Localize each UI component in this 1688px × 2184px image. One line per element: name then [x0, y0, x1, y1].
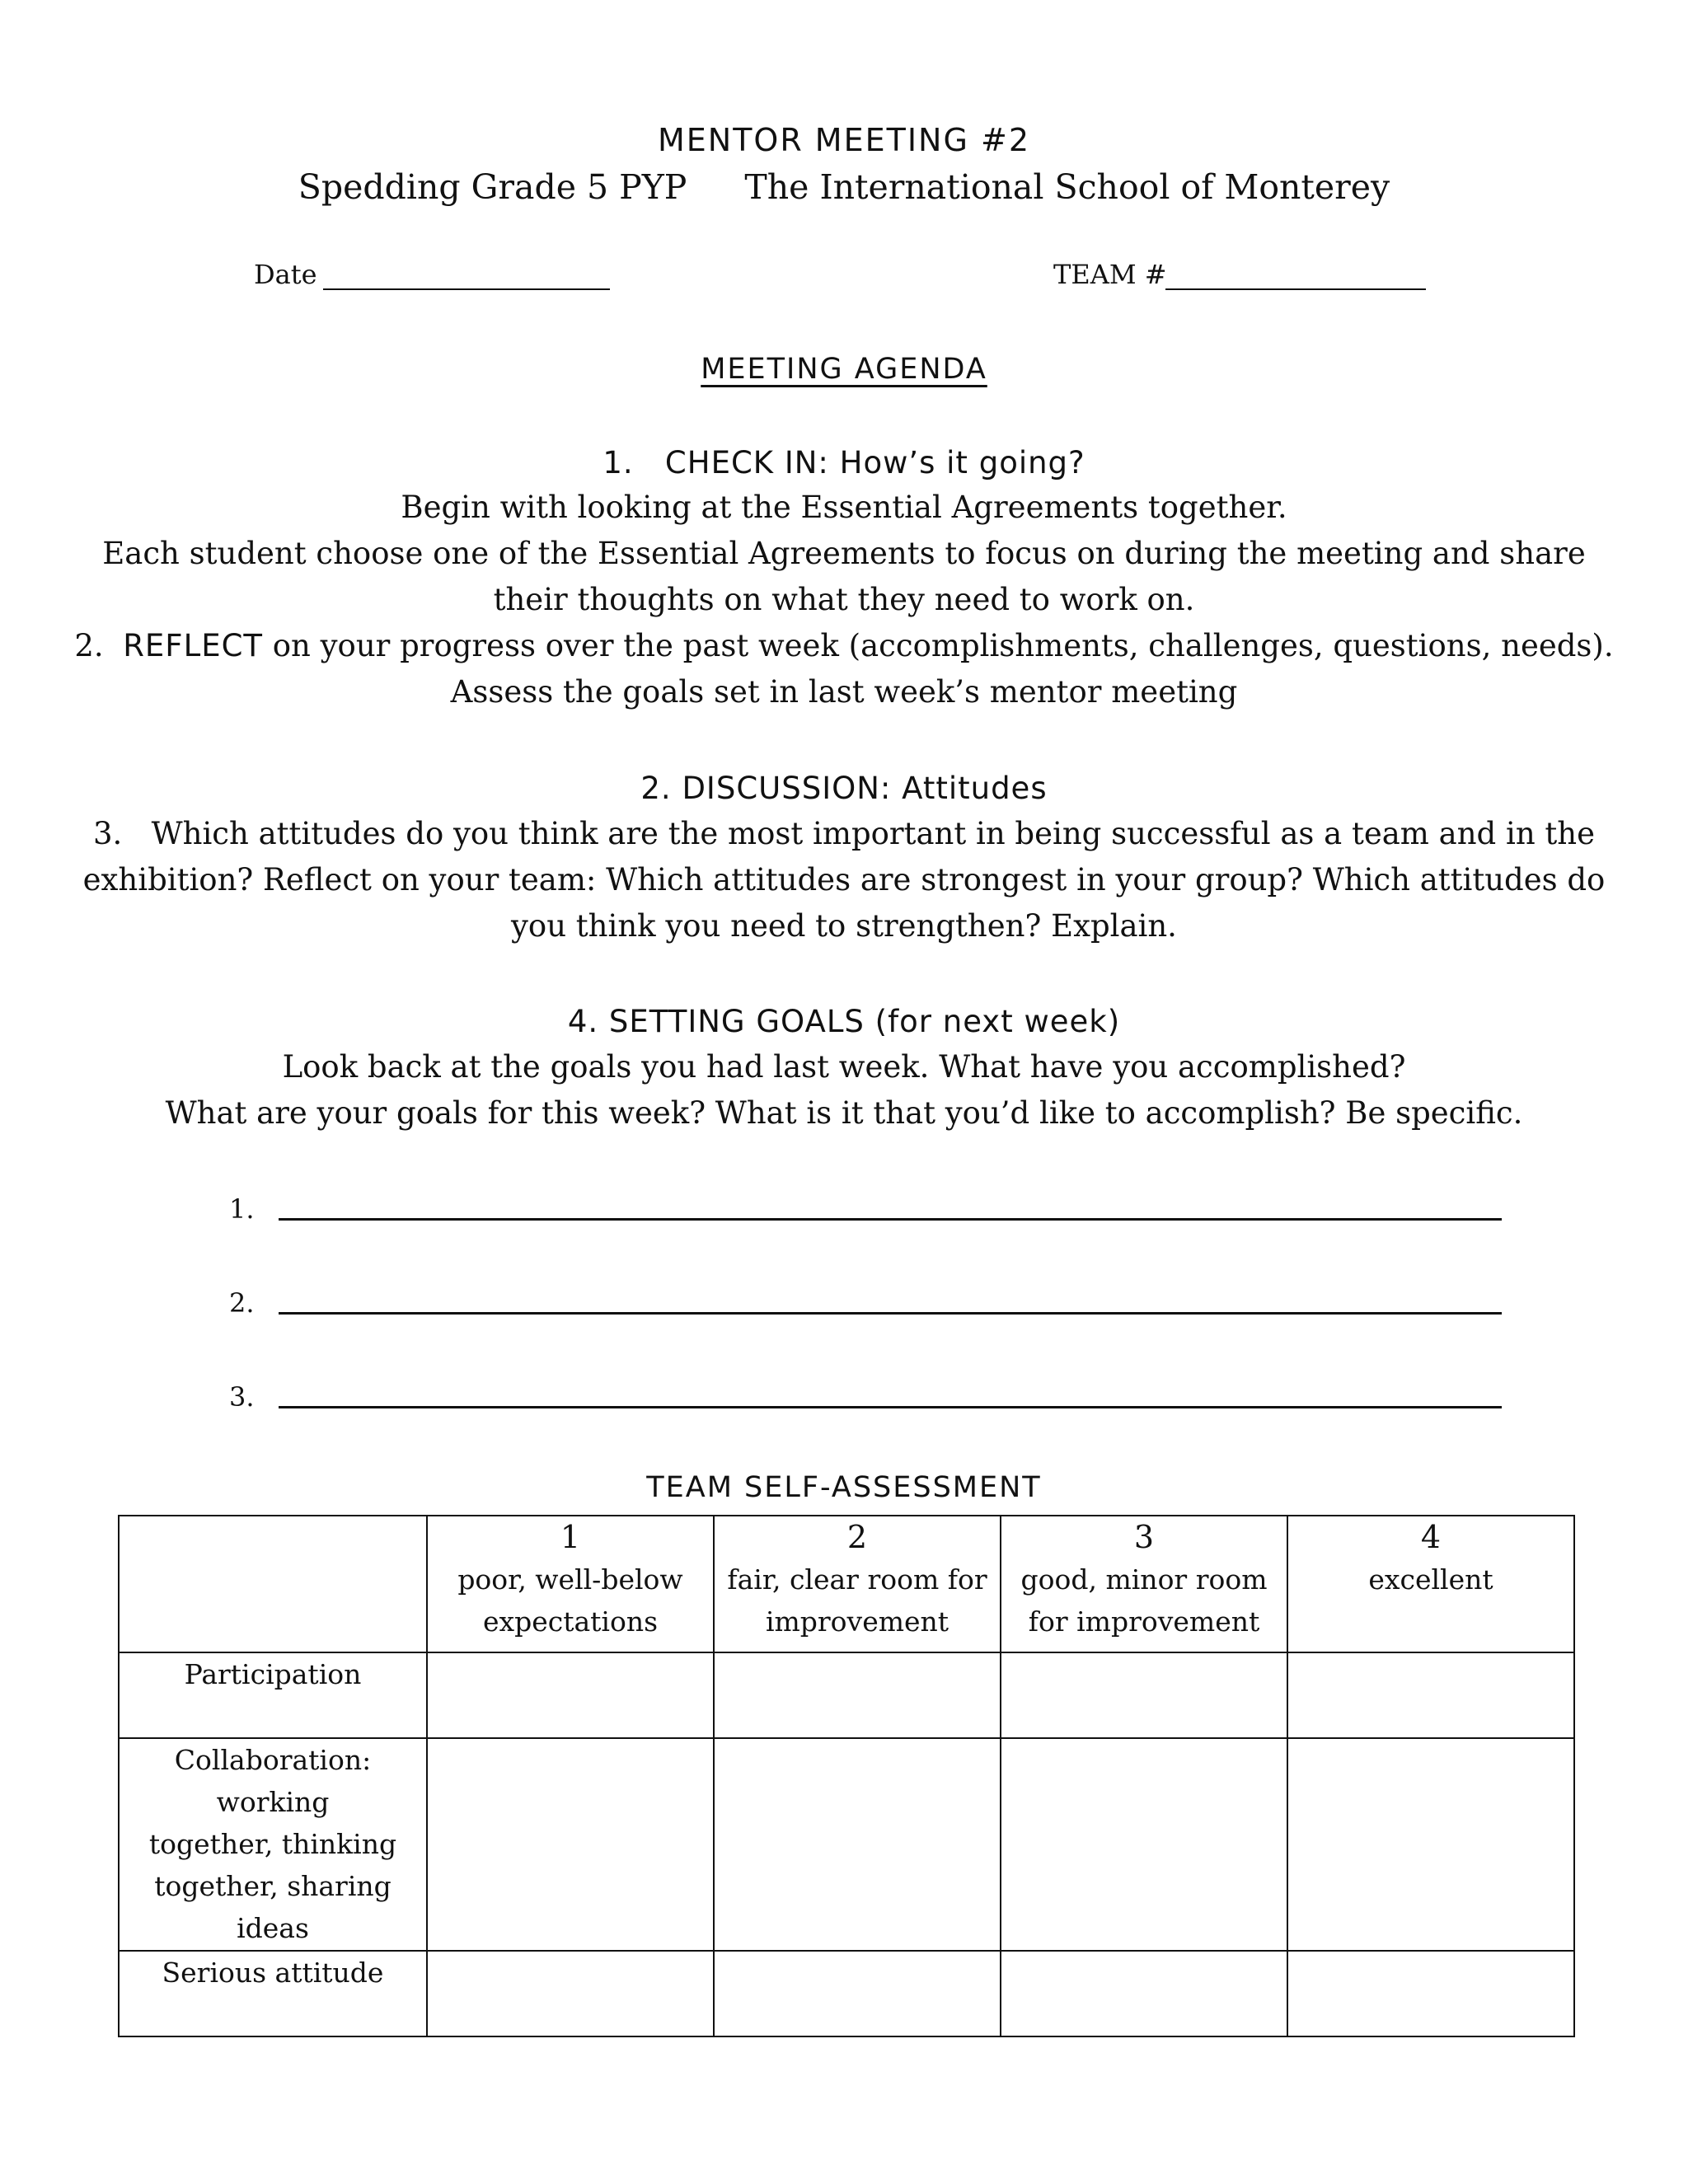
page-subtitle — [0, 167, 1688, 207]
reflect-keyword: REFLECT — [123, 628, 264, 663]
criterion-label: Participation — [184, 1658, 362, 1690]
score-description: poor, well-below — [457, 1563, 683, 1596]
criterion-label: Collaboration: working — [174, 1744, 372, 1818]
score-description: fair, clear room for — [727, 1563, 987, 1596]
goal-3-field[interactable] — [279, 1406, 1502, 1408]
discussion-number: 3. — [92, 816, 123, 851]
table-header-row — [119, 1516, 1574, 1652]
score-description: excellent — [1368, 1563, 1493, 1596]
score-description: improvement — [765, 1605, 950, 1638]
school-name: The International School of Monterey — [744, 167, 1390, 207]
goals-line: Look back at the goals you had last week. What have you accomplished? — [282, 1049, 1406, 1085]
rating-cell[interactable] — [1001, 1652, 1287, 1738]
check-in-number: 1. — [603, 445, 634, 480]
criterion-label: Serious attitude — [162, 1957, 384, 1989]
discussion-line — [0, 816, 1688, 851]
score-header — [714, 1516, 1001, 1652]
reflect-text: on your progress over the past week (accomplishments, challenges, questions, needs). — [263, 628, 1614, 663]
criterion-cell — [119, 1652, 427, 1738]
rating-cell[interactable] — [1001, 1738, 1287, 1951]
goals-line: What are your goals for this week? What is it that you’d like to accomplish? Be specific. — [165, 1095, 1523, 1131]
score-header — [1001, 1516, 1287, 1652]
rating-cell[interactable] — [1001, 1951, 1287, 2036]
goal-number: 2. — [229, 1287, 255, 1319]
goal-1-field[interactable] — [279, 1218, 1502, 1221]
goal-number: 3. — [229, 1381, 255, 1413]
check-in-line: their thoughts on what they need to work on. — [493, 582, 1195, 617]
score-description: for improvement — [1028, 1605, 1260, 1638]
criterion-cell — [119, 1738, 427, 1951]
rating-cell[interactable] — [1287, 1652, 1574, 1738]
score-number: 2 — [846, 1519, 868, 1555]
date-label: Date — [254, 259, 317, 290]
check-in-heading — [0, 445, 1688, 480]
reflect-line-2: Assess the goals set in last week’s mentor meeting — [450, 674, 1238, 710]
class-name: Spedding Grade 5 PYP — [298, 167, 687, 207]
table-row — [119, 1951, 1574, 2036]
score-description: good, minor room — [1020, 1563, 1268, 1596]
criterion-label: ideas — [237, 1912, 309, 1944]
score-number: 4 — [1420, 1519, 1442, 1555]
check-in-line: Begin with looking at the Essential Agreements together. — [401, 490, 1287, 525]
table-row — [119, 1738, 1574, 1951]
rating-cell[interactable] — [1287, 1951, 1574, 2036]
criterion-cell — [119, 1951, 427, 2036]
rating-cell[interactable] — [714, 1738, 1001, 1951]
rating-cell[interactable] — [427, 1738, 714, 1951]
agenda-heading: MEETING AGENDA — [701, 353, 987, 386]
reflect-line — [0, 628, 1688, 663]
discussion-line: you think you need to strengthen? Explain. — [511, 908, 1177, 944]
check-in-line: Each student choose one of the Essential Agreements to focus on during the meeting and share — [102, 536, 1586, 571]
goal-2-field[interactable] — [279, 1312, 1502, 1315]
date-field[interactable] — [323, 288, 610, 290]
criterion-label: together, thinking — [148, 1828, 397, 1860]
assessment-table — [118, 1515, 1575, 2037]
criterion-label: together, sharing — [154, 1870, 392, 1902]
discussion-heading: 2. DISCUSSION: Attitudes — [640, 771, 1048, 806]
score-description: expectations — [482, 1605, 659, 1638]
assessment-heading: TEAM SELF-ASSESSMENT — [646, 1471, 1042, 1504]
discussion-text: Which attitudes do you think are the most important in being successful as a team and in the — [151, 816, 1596, 851]
rating-cell[interactable] — [427, 1951, 714, 2036]
score-header — [427, 1516, 714, 1652]
rating-cell[interactable] — [714, 1951, 1001, 2036]
score-number: 1 — [560, 1519, 581, 1555]
rating-cell[interactable] — [427, 1652, 714, 1738]
discussion-line: exhibition? Reflect on your team: Which attitudes are strongest in your group? Which attitudes do — [82, 862, 1606, 898]
score-number: 3 — [1133, 1519, 1155, 1555]
goal-number: 1. — [229, 1193, 255, 1225]
table-row — [119, 1652, 1574, 1738]
team-label: TEAM # — [1053, 259, 1167, 290]
page-title: MENTOR MEETING #2 — [657, 122, 1031, 158]
score-header — [1287, 1516, 1574, 1652]
check-in-title: CHECK IN: How’s it going? — [664, 445, 1085, 480]
rating-cell[interactable] — [1287, 1738, 1574, 1951]
rating-cell[interactable] — [714, 1652, 1001, 1738]
table-corner-cell — [119, 1516, 427, 1652]
reflect-number: 2. — [74, 628, 104, 663]
team-field[interactable] — [1165, 288, 1426, 290]
goals-heading: 4. SETTING GOALS (for next week) — [567, 1004, 1121, 1039]
